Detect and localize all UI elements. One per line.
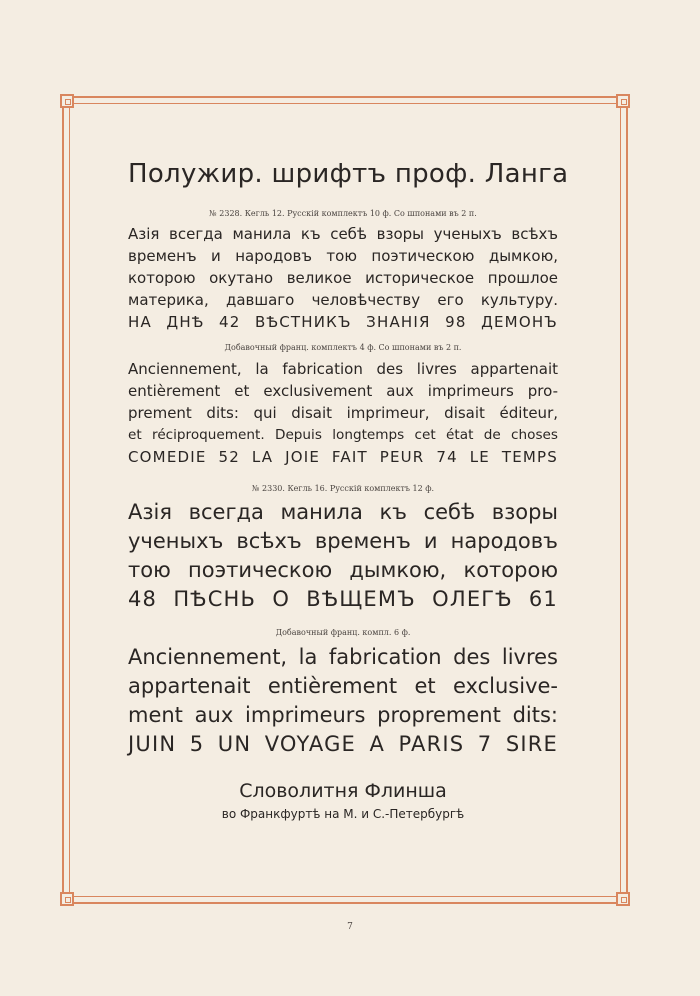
block4-note: Добавочный франц. компл. 6 ф. [275, 628, 411, 638]
text-line: entièrement et exclusivement aux imprimeurs pro- [128, 381, 558, 400]
specimen-content [128, 159, 569, 823]
text-line: Anciennement, la fabrication des livres [128, 644, 558, 669]
block1-note: № 2328. Кегль 12. Русскій комплектъ 10 ф. Со шпонами въ 2 п. [209, 208, 477, 218]
block4-text [128, 643, 558, 759]
text-line: Anciennement, la fabrication des livres appartenait [128, 359, 558, 378]
text-line: ment aux imprimeurs proprement dits: [128, 702, 558, 727]
block3-note: № 2330. Кегль 16. Русскій комплектъ 12 ф. [251, 483, 435, 493]
text-line: Азія всегда манила къ себѣ взоры [128, 500, 558, 525]
block2-text [128, 358, 558, 468]
text-line-caps: JUIN 5 UN VOYAGE A PARIS 7 SIRE [128, 731, 558, 756]
text-line: prement dits: qui disait imprimeur, disait éditeur, [128, 403, 558, 422]
text-line-caps: COMEDIE 52 LA JOIE FAIT PEUR 74 LE TEMPS [128, 447, 558, 466]
block2-note: Добавочный франц. комплектъ 4 ф. Со шпонами въ 2 п. [224, 343, 462, 353]
corner-ornament-top-right [616, 94, 630, 108]
corner-ornament-top-left [60, 94, 74, 108]
corner-ornament-bottom-left [60, 892, 74, 906]
foundry-place: во Франкфуртѣ на М. и С.-Петербургѣ [221, 806, 465, 821]
text-line: временъ и народовъ тою поэтическою дымкою, [128, 247, 558, 266]
page-number: 7 [347, 922, 353, 932]
text-line: ученыхъ всѣхъ временъ и народовъ [128, 529, 558, 554]
text-line: et réciproquement. Depuis longtemps cet état de choses [128, 426, 558, 443]
text-line: тою поэтическою дымкою, которою [128, 558, 558, 583]
block3-text [128, 498, 558, 614]
text-line-caps: 48 ПѢСНЬ О ВѢЩЕМЪ ОЛЕГѢ 61 [128, 587, 558, 612]
text-line-caps: НА ДНѢ 42 ВѢСТНИКЪ ЗНАНІЯ 98 ДЕМОНЪ [128, 313, 558, 332]
text-line: appartenait entièrement et exclusive- [128, 673, 558, 698]
text-line: которою окутано великое историческое прошлое [128, 269, 558, 288]
text-line: Азія всегда манила къ себѣ взоры ученыхъ всѣхъ [128, 225, 558, 244]
text-line: материка, давшаго человѣчеству его культуру. [128, 291, 558, 310]
corner-ornament-bottom-right [616, 892, 630, 906]
foundry-name: Словолитня Флинша [239, 779, 447, 802]
page-title: Полужир. шрифтъ проф. Ланга [128, 159, 569, 189]
block1-text [128, 223, 558, 333]
